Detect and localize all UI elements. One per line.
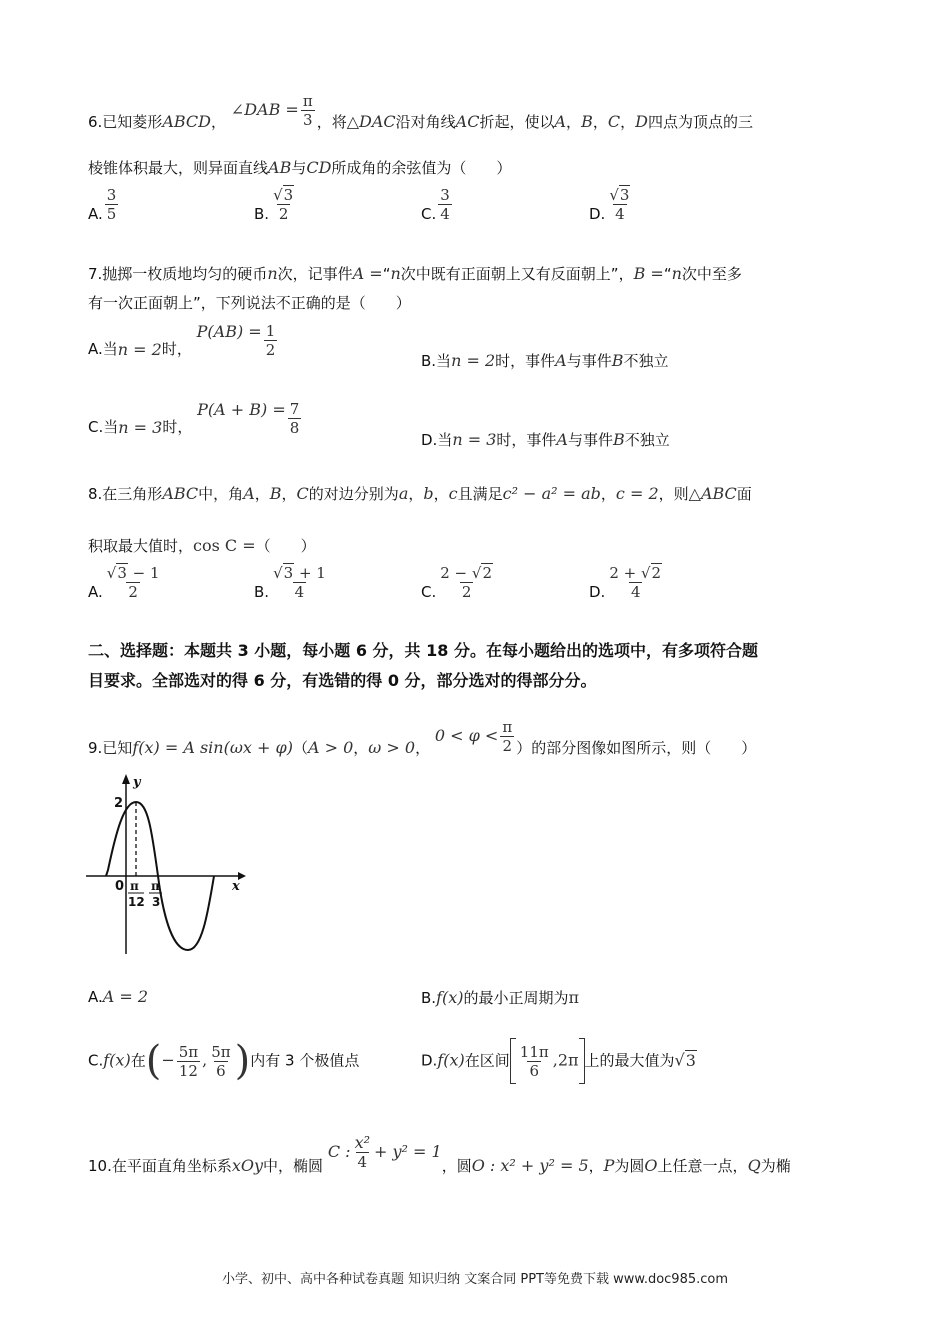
q9-function-graph bbox=[86, 772, 256, 958]
x-tick2-den: 3 bbox=[152, 895, 161, 909]
q9-option-a: A.A = 2 bbox=[88, 987, 149, 1006]
q7-option-c: C.当n = 3时， P(A + B) = $\frac{7}{8}$ bbox=[88, 400, 300, 437]
q8-option-d: D. $\frac{2 + √2}{4}$ bbox=[589, 564, 662, 601]
q8-line1: 8.在三角形ABC中，角A，B，C的对边分别为a，b，c且满足c² − a² = ab，c = 2，则△ABC面 bbox=[88, 484, 752, 503]
q6-option-b: B. $\frac{√3}{2}$ bbox=[254, 186, 294, 223]
q7-line2: 有一次正面朝上”，下列说法不正确的是（ ） bbox=[88, 294, 411, 312]
x-tick2-num: π bbox=[151, 879, 160, 893]
q9-option-d: D.f(x)在区间 $\frac{11\pi}{6}$ ,2π 上的最大值为√3 bbox=[421, 1038, 697, 1084]
q8-option-a: A. $\frac{√3 - 1}{2}$ bbox=[88, 564, 160, 601]
section2-heading-line1: 二、选择题：本题共 3 小题，每小题 6 分，共 18 分。在每小题给出的选项中，有多项符合题 bbox=[88, 641, 758, 660]
y-tick-max: 2 bbox=[114, 796, 124, 811]
page-footer: 小学、初中、高中各种试卷真题 知识归纳 文案合同 PPT等免费下载 www.doc985.com bbox=[221, 1272, 729, 1287]
q9-option-b: B.f(x)的最小正周期为π bbox=[421, 988, 580, 1007]
y-axis-label: y bbox=[133, 775, 141, 790]
q8-option-b: B. $\frac{√3 + 1}{4}$ bbox=[254, 564, 326, 601]
q8-line2: 积取最大值时，cos C =（ ） bbox=[88, 536, 316, 555]
q6-line1: 6.已知菱形ABCD， ∠DAB = $\frac{\pi}{3}$ ，将△DAC沿对角线AC折起，使以A，B，C，D四点为顶点的三 bbox=[88, 92, 753, 131]
q6-option-c: C. $\frac{3}{4}$ bbox=[421, 186, 450, 223]
x-tick1-num: π bbox=[130, 879, 139, 893]
q7-option-b: B.当n = 2时，事件A与事件B不独立 bbox=[421, 351, 669, 370]
q6-option-d: D. $\frac{√3}{4}$ bbox=[589, 186, 630, 223]
x-tick1-den: 12 bbox=[128, 895, 145, 909]
x-axis-label: x bbox=[232, 879, 240, 894]
q6-option-a: A. $\frac{3}{5}$ bbox=[88, 186, 117, 223]
origin-label: 0 bbox=[115, 879, 125, 894]
q8-option-c: C. $\frac{2 - √2}{2}$ bbox=[421, 564, 493, 601]
y-axis-arrow bbox=[122, 774, 130, 784]
q9-option-c: C.f(x)在(− $\frac{5\pi}{12}$ , $\frac{5\pi}{6}$ )内有 3 个极值点 bbox=[88, 1038, 360, 1084]
q9-line1: 9.已知f(x) = A sin(ωx + φ)（A > 0，ω > 0， 0 < φ < $\frac{\pi}{2}$ ）的部分图像如图所示，则（ ） bbox=[88, 718, 757, 757]
q7-line1: 7.抛掷一枚质地均匀的硬币n次，记事件A =“n次中既有正面朝上又有反面朝上”，B =“n次中至多 bbox=[88, 264, 742, 283]
q6-line2: 棱锥体积最大，则异面直线AB与CD所成角的余弦值为（ ） bbox=[88, 158, 512, 177]
section2-heading-line2: 目要求。全部选对的得 6 分，有选错的得 0 分，部分选对的得部分分。 bbox=[88, 671, 597, 690]
q7-option-a: A.当n = 2时， P(AB) = $\frac{1}{2}$ bbox=[88, 322, 276, 359]
q7-option-d: D.当n = 3时，事件A与事件B不独立 bbox=[421, 430, 670, 449]
q10-line1: 10.在平面直角坐标系xOy中，椭圆 C : $\frac{\text{x²}}{4}$ + y² = 1，圆O : x² + y² = 5，P为圆O上任意一点，Q为椭 bbox=[88, 1133, 791, 1175]
